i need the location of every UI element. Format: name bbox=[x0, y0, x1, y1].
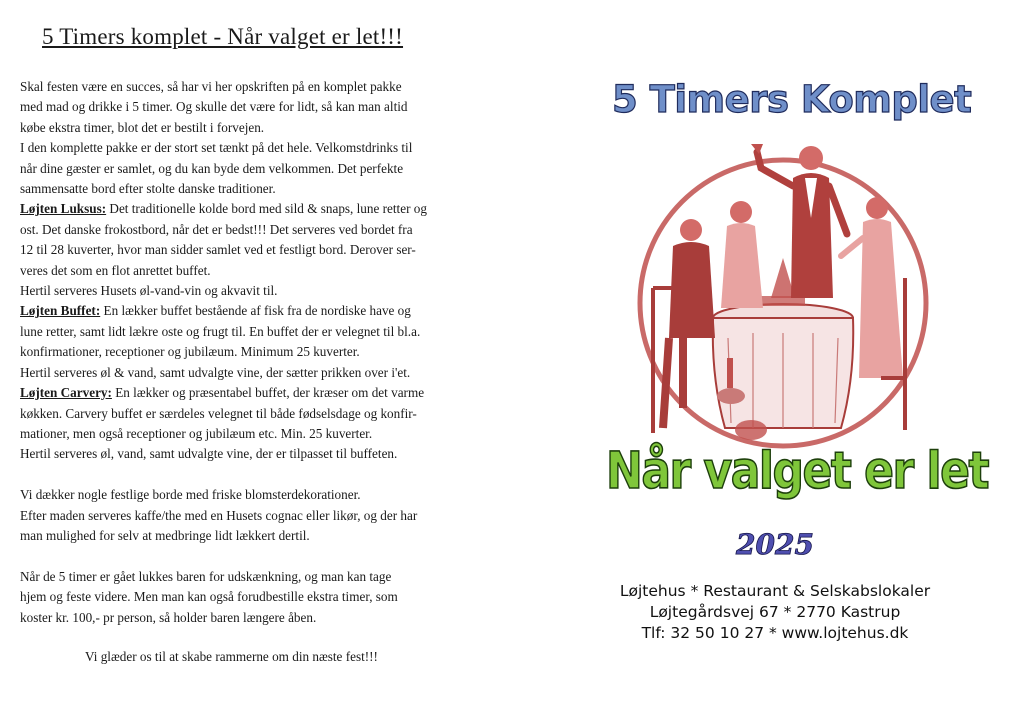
package-line: mationer, men også receptioner og jubilæum etc. Min. 25 kuverter. bbox=[20, 425, 373, 441]
package-line: veres det som en flot anrettet buffet. bbox=[20, 262, 211, 278]
package-line: lune retter, samt lidt lækre oste og frugt til. En buffet der er velegnet til bl.a. bbox=[20, 323, 421, 339]
contact-block bbox=[600, 581, 950, 644]
poster-year: 2025 bbox=[736, 528, 814, 561]
intro-line: I den komplette pakke er der stort set tænkt på det hele. Velkomstdrinks til bbox=[20, 140, 413, 156]
intro-line: med mad og drikke i 5 timer. Og skulle det være for lidt, så kan man altid bbox=[20, 99, 408, 115]
decoration-line: Vi dækker nogle festlige borde med friske blomsterdekorationer. bbox=[20, 487, 361, 503]
bar-line: hjem og feste videre. Men man kan også forudbestille ekstra timer, som bbox=[20, 589, 398, 605]
package-line: konfirmationer, receptioner og jubilæum. Minimum 25 kuverter. bbox=[20, 344, 360, 360]
dinner-party-illustration bbox=[633, 138, 933, 468]
package-line: ost. Det danske frokostbord, når det er bedst!!! Det serveres ved bordet fra bbox=[20, 221, 413, 237]
bar-line: Når de 5 timer er gået lukkes baren for udskænkning, og man kan tage bbox=[20, 568, 392, 584]
contact-address: Løjtegårdsvej 67 * 2770 Kastrup bbox=[649, 603, 901, 621]
bar-line: koster kr. 100,- pr person, så holder baren længere åben. bbox=[20, 609, 317, 625]
contact-phone-web: Tlf: 32 50 10 27 * www.lojtehus.dk bbox=[641, 624, 909, 642]
intro-line: købe ekstra timer, blot det er bestilt i forvejen. bbox=[20, 119, 265, 135]
page-title: 5 Timers komplet - Når valget er let!!! bbox=[42, 24, 404, 49]
poster-slogan: Når valget er let bbox=[606, 442, 988, 501]
package-luksus-name: Løjten Luksus: bbox=[20, 201, 107, 217]
decoration-line: Efter maden serveres kaffe/the med en Husets cognac eller likør, og der har bbox=[20, 507, 418, 523]
decoration-line: man mulighed for selv at medbringe lidt lækkert dertil. bbox=[20, 527, 310, 543]
poster-title: 5 Timers Komplet bbox=[612, 78, 972, 121]
package-carvery-name: Løjten Carvery: bbox=[20, 385, 112, 401]
intro-line: sammensatte bord efter stolte danske traditioner. bbox=[20, 181, 276, 197]
package-line: Hertil serveres Husets øl-vand-vin og akvavit til. bbox=[20, 283, 278, 299]
paragraph-gap bbox=[20, 465, 498, 485]
closing-line: Vi glæder os til at skabe rammerne om din næste fest!!! bbox=[85, 649, 378, 664]
package-luksus-line: Løjten Luksus: Det traditionelle kolde bord med sild & snaps, lune retter og bbox=[20, 201, 427, 217]
package-line: køkken. Carvery buffet er særdeles velegnet til både fødselsdage og konfir- bbox=[20, 405, 417, 421]
contact-venue: Løjtehus * Restaurant & Selskabslokaler bbox=[619, 582, 931, 600]
package-buffet-line: Løjten Buffet: En lækker buffet bestående af fisk fra de nordiske have og bbox=[20, 303, 411, 319]
body-text bbox=[20, 77, 498, 628]
package-line: Hertil serveres øl, vand, samt udvalgte vine, der er tilpasset til buffeten. bbox=[20, 446, 398, 462]
package-line: 12 til 28 kuverter, hvor man sidder samlet ved et festligt bord. Derover ser- bbox=[20, 242, 416, 258]
package-line: Hertil serveres øl & vand, samt udvalgte vine, der sætter prikken over i'et. bbox=[20, 364, 411, 380]
intro-line: når dine gæster er samlet, og du kan byde dem velkommen. Det perfekte bbox=[20, 160, 404, 176]
intro-line: Skal festen være en succes, så har vi her opskriften på en komplet pakke bbox=[20, 79, 402, 94]
package-buffet-name: Løjten Buffet: bbox=[20, 303, 101, 319]
paragraph-gap bbox=[20, 546, 498, 566]
package-carvery-line: Løjten Carvery: En lækker og præsentabel buffet, der kræser om det varme bbox=[20, 385, 425, 401]
